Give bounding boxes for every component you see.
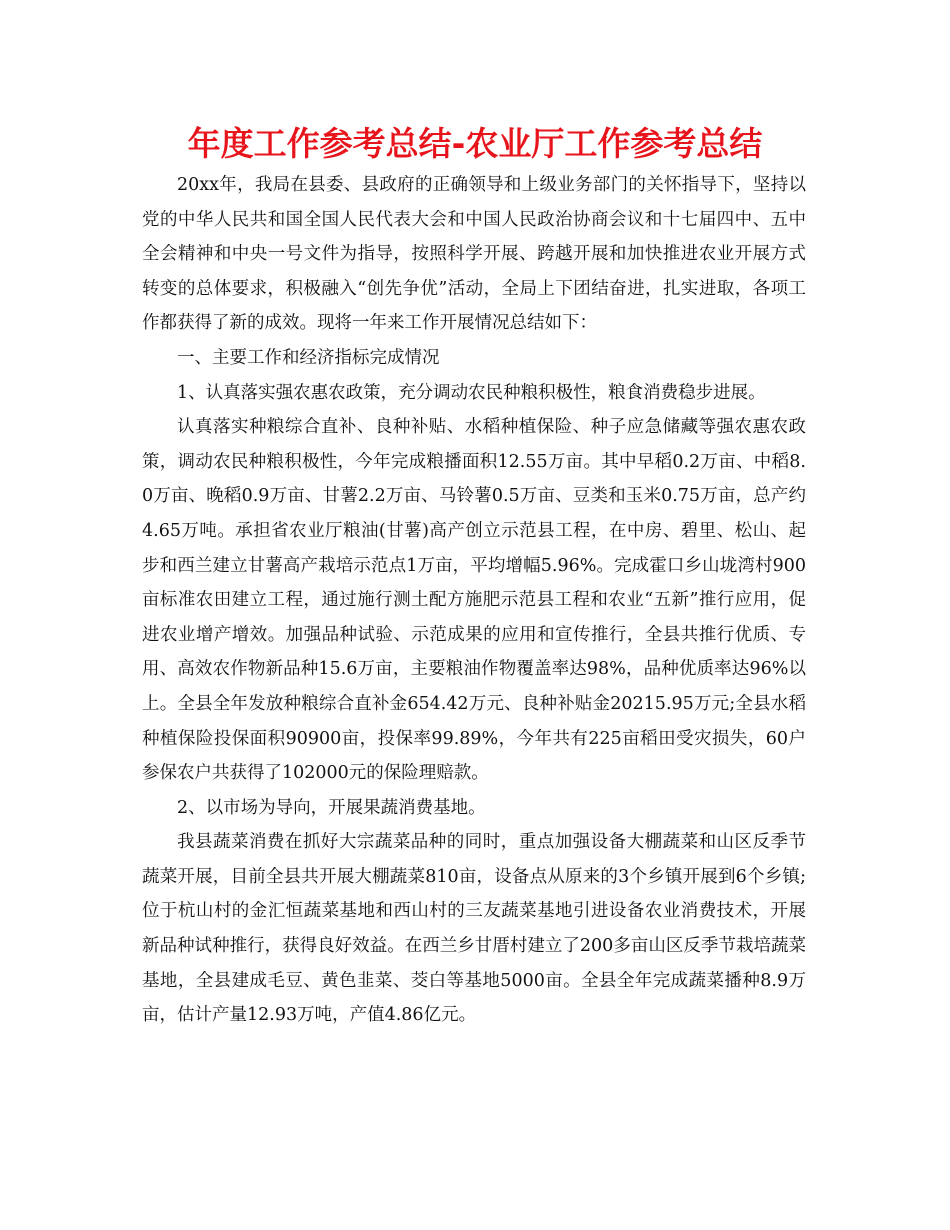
subsection-heading: 1、认真落实强农惠农政策，充分调动农民种粮积极性，粮食消费稳步进展。 — [177, 382, 766, 403]
section-heading: 一、主要工作和经济指标完成情况 — [177, 347, 440, 368]
document-body — [142, 168, 806, 1033]
document-title: 年度工作参考总结-农业厅工作参考总结 — [187, 124, 763, 163]
body-paragraph: 我县蔬菜消费在抓好大宗蔬菜品种的同时，重点加强设备大棚蔬菜和山区反季节蔬菜开展，目前全县共开展大棚蔬菜810亩，设备点从原来的3个乡镇开展到6个乡镇;位于杭山村的金汇恒蔬菜基地和西山村的三友蔬菜基地引进设备农业消费技术，开展新品种试种推行，获得良好效益。在西兰乡甘厝村建立了200多亩山区反季节栽培蔬菜基地，全县建成毛豆、黄色韭菜、茭白等基地5000亩。全县全年完成蔬菜播种8.9万亩，估计产量12.93万吨，产值4.86亿元。 — [142, 832, 806, 1026]
subsection-heading: 2、以市场为导向，开展果蔬消费基地。 — [177, 797, 486, 818]
body-paragraph: 认真落实种粮综合直补、良种补贴、水稻种植保险、种子应急储藏等强农惠农政策，调动农民种粮积极性，今年完成粮播面积12.55万亩。其中早稻0.2万亩、中稻8.0万亩、晚稻0.9万亩、甘薯2.2万亩、马铃薯0.5万亩、豆类和玉米0.75万亩，总产约4.65万吨。承担省农业厅粮油(甘薯)高产创立示范县工程，在中房、碧里、松山、起步和西兰建立甘薯高产栽培示范点1万亩，平均增幅5.96%。完成霍口乡山垅湾村900亩标准农田建立工程，通过施行测土配方施肥示范县工程和农业“五新”推行应用，促进农业增产增效。加强品种试验、示范成果的应用和宣传推行，全县共推行优质、专用、高效农作物新品种15.6万亩，主要粮油作物覆盖率达98%，品种优质率达96%以上。全县全年发放种粮综合直补金654.42万元、良种补贴金20215.95万元;全县水稻种植保险投保面积90900亩，投保率99.89%，今年共有225亩稻田受灾损失，60户参保农户共获得了102000元的保险理赔款。 — [142, 417, 806, 784]
intro-paragraph: 20xx年，我局在县委、县政府的正确领导和上级业务部门的关怀指导下，坚持以党的中华人民共和国全国人民代表大会和中国人民政治协商会议和十七届四中、五中全会精神和中央一号文件为指导，按照科学开展、跨越开展和加快推进农业开展方式转变的总体要求，积极融入“创先争优”活动，全局上下团结奋进，扎实进取，各项工作都获得了新的成效。现将一年来工作开展情况总结如下： — [142, 175, 806, 334]
